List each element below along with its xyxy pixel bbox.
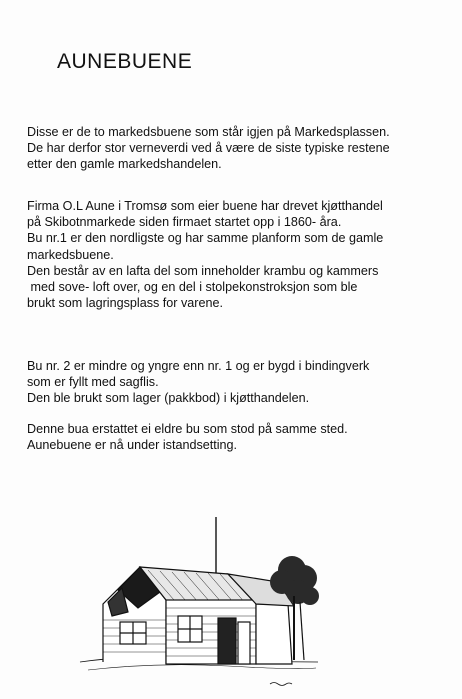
text-line: brukt som lagringsplass for varene. (27, 296, 223, 311)
text-line: Den ble brukt som lager (pakkbod) i kjøtthandelen. (27, 391, 310, 406)
page-title: AUNEBUENE (57, 50, 193, 73)
text-line: med sove- loft over, og en del i stolpekonstroksjon som ble (27, 280, 358, 295)
text-line: Firma O.L Aune i Tromsø som eier buene har drevet kjøtthandel (27, 199, 383, 213)
house-sketch-icon (78, 512, 323, 697)
paragraph-firm (27, 198, 447, 311)
text-line: markedsbuene. (27, 247, 114, 262)
text-line: på Skibotnmarkede siden firmaet startet opp i 1860- åra. (27, 215, 342, 230)
paragraph-status (27, 421, 447, 453)
text-line: De har derfor stor verneverdi ved å være de siste typiske restene (27, 141, 390, 156)
text-line: Disse er de to markedsbuene som står igjen på Markedsplassen. (27, 125, 390, 139)
text-line: etter den gamle markedshandelen. (27, 157, 222, 172)
text-line: Denne bua erstattet ei eldre bu som stod på samme sted. (27, 422, 348, 436)
paragraph-intro (27, 124, 447, 173)
text-line: Den består av en lafta del som inneholder krambu og kammers (27, 263, 379, 278)
text-line: Bu nr.1 er den nordligste og har samme planform som de gamle (27, 231, 384, 246)
text-line: Aunebuene er nå under istandsetting. (27, 438, 238, 453)
text-line: som er fyllt med sagflis. (27, 375, 159, 390)
paragraph-bu-nr2 (27, 358, 447, 407)
text-line: Bu nr. 2 er mindre og yngre enn nr. 1 og er bygd i bindingverk (27, 359, 370, 373)
